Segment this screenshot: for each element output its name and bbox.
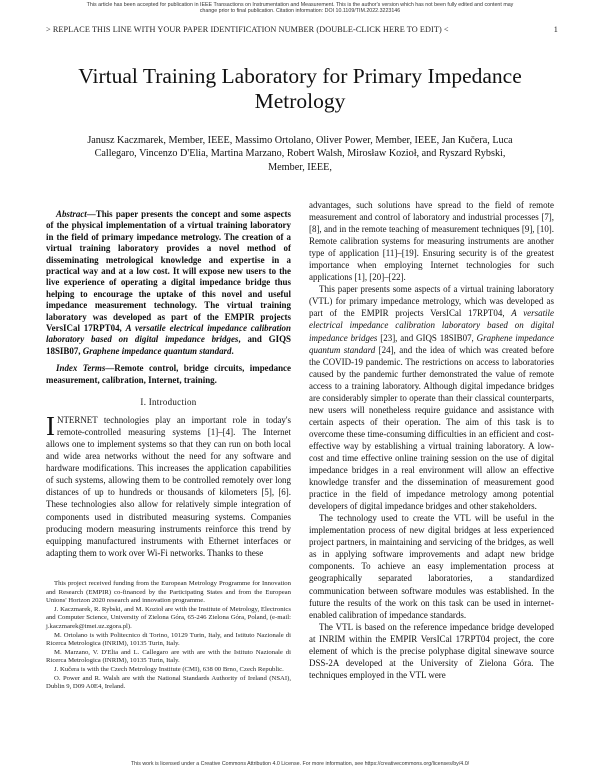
index-terms-text: —Remote control, bridge circuits, impedance measurement, calibration, Internet, training. [46,363,291,385]
index-terms-label: Index Terms [56,363,106,374]
body-paragraph [309,283,554,512]
abstract-text-1: —This paper presents the concept and some aspects of the physical implementation of a virtual training laboratory in the field of primary impedance metrology. The creation of a virtual training laboratory provides a novel method of disseminating metrological knowledge and expertise in a practical way and at a low cost. It will expose new users to the live experience of operating a digital impedance bridge thus helping to encourage the uptake of this novel and useful impedance measurement technology. The virtual training laboratory was developed as part of the EMPIR projects VersICal 17RPT04, [46,209,291,334]
footnotes [46,580,291,692]
header-text: > REPLACE THIS LINE WITH YOUR PAPER IDENTIFICATION NUMBER (DOUBLE-CLICK HERE TO EDIT) < [46,25,449,34]
section-heading: I. Introduction [140,397,197,408]
abstract-text-3: . [231,345,234,356]
body-text: [24], and the idea of which was created before the COVID-19 pandemic. The restrictions on access to laboratories caused by the pandemic further demonstrated the value of remote access to a training laboratory. Although digital impedance bridges are considerably simpler to operate than their classical counterparts, new users will nonetheless require guidance and assistance with certain aspects of their operation. The aim of this task is to overcome these time-consuming difficulties in an efficient and cost-effective way by establishing a virtual training laboratory. A low-cost and time effective online training session on the use of digital impedance bridges in a real environment will allow an effective knowledge transfer and the dissemination of measurement good practice in the field of impedance metrology among potential developers of digital impedance bridges and other stakeholders. [309,344,555,512]
footnote-affiliation: M. Marzano, V. D'Elia and L. Callegaro are with are with the Istituto Nazionale di Ricerca Metrologica (INRIM), 10135 Turin, Italy. [46,648,291,665]
publication-notice: This article has been accepted for publication in IEEE Transactions on Instrumentation and Measurement. This is the author's version which has not been fully edited and content may change prior to final publication. Citation information: DOI 10.1109/TIM.2022.3223146 [86,2,514,15]
project-title-italic: A versatile electrical impedance calibration laboratory based on digital impedance bridges [309,308,554,343]
footnote-affiliation: M. Ortolano is with Politecnico di Torino, 10129 Turin, Italy, and Istituto Nazionale di Ricerca Metrologica (INRIM), 10135 Turin, Italy. [46,631,291,648]
project-title-italic: Graphene impedance quantum standard [309,332,554,355]
abstract-text-2: , and GIQS 18SIB07, [46,334,292,356]
abstract-italic-2: Graphene impedance quantum standard [82,345,232,356]
body-text: [23], and GIQS 18SIB07, [377,332,477,343]
right-column [309,199,554,681]
running-header [46,25,558,34]
footnote-funding: This project received funding from the European Metrology Programme for Innovation and Research (EMPIR) co-financed by the Participating States and from the European Unions' Horizon 2020 research and innovation programme. [46,580,291,605]
body-paragraph: advantages, such solutions have spread to the field of remote measurement and control of laboratory and industrial processes [7], [8], and in the remote teaching of measurement techniques [9], [10]. Remote calibration systems for measuring instruments are another type of application [11]–[19]. Ensuring security is of the greatest importance when employing Internet technologies for such applications [1], [20]–[22]. [309,200,554,283]
footnote-affiliation: O. Power and R. Walsh are with the National Standards Authority of Ireland (NSAI), Dublin 9, D09 A0E4, Ireland. [46,674,291,691]
footnote-affiliation: J. Kučera is with the Czech Metrology Institute (CMI), 638 00 Brno, Czech Republic. [54,665,284,673]
body-paragraph: The VTL is based on the reference impedance bridge developed at INRIM within the EMPIR VersICal 17RPT04 project, the core element of which is the precise polyphase digital sinewave source DSS-2A developed at the University of Zielona Góra. The techniques employed in the VTL were [309,621,554,680]
drop-cap: I [46,411,55,442]
intro-text: NTERNET technologies play an important role in today's remote-controlled measuring systems [1]–[4]. The Internet allows one to implement systems so that they can run on both local and wide area networks without the need for any software and hardware modifications. This increases the application capabilities of such systems, allowing them to be controlled remotely over long distances of up to hundreds or thousands of kilometers [5], [6]. These technologies also allow for relatively simple integration of components used in distributed measuring systems. Companies producing modern measuring instruments reinforce this trend by equipping manufactured instruments with Ethernet interfaces or adapting them to work over Wi-Fi networks. Thanks to these [46,415,291,558]
left-column [46,209,291,559]
body-paragraph: The technology used to create the VTL will be useful in the implementation process of new digital bridges at less experienced project partners, in maintaining and servicing of the bridges, as well as in applying software improvements and adapt new bridge components. To achieve an easy implementation process at geographically separated laboratories, a standardized communication between software modules was established. In the future the results of the work on this task can be used in internet-enabled calibration of impedance standards. [309,513,554,620]
author-list: Janusz Kaczmarek, Member, IEEE, Massimo Ortolano, Oliver Power, Member, IEEE, Jan Kučera, Luca Callegaro, Vincenzo D'Elia, Martina Marzano, Robert Walsh, Mirosław Kozioł, and Ryszard Rybski, Member, IEEE, [87,135,513,173]
footnote-affiliation: J. Kaczmarek, R. Rybski, and M. Kozioł are with the Institute of Metrology, Electronics and Computer Science, University of Zielona Góra, 65-246 Zielona Góra, Poland, (e-mail: j.kaczmarek@imei.uz.zgora.pl). [46,605,291,630]
intro-paragraph [46,411,291,559]
abstract-label: Abstract [56,209,87,219]
abstract-italic-1: A versatile electrical impedance calibration laboratory based on digital impedance bridges [46,323,291,345]
body-text: This paper presents some aspects of a virtual training laboratory (VTL) for primary impedance metrology, which was developed as part of the EMPIR projects VersICal 17RPT04, [309,284,554,319]
index-terms [46,363,291,386]
license-footer: This work is licensed under a Creative Commons Attribution 4.0 License. For more information, see https://creativecommons.org/licenses/by/4.0/ [130,761,470,767]
page-number: 1 [553,25,558,34]
paper-title: Virtual Training Laboratory for Primary Impedance Metrology [78,64,522,113]
abstract [46,209,291,357]
